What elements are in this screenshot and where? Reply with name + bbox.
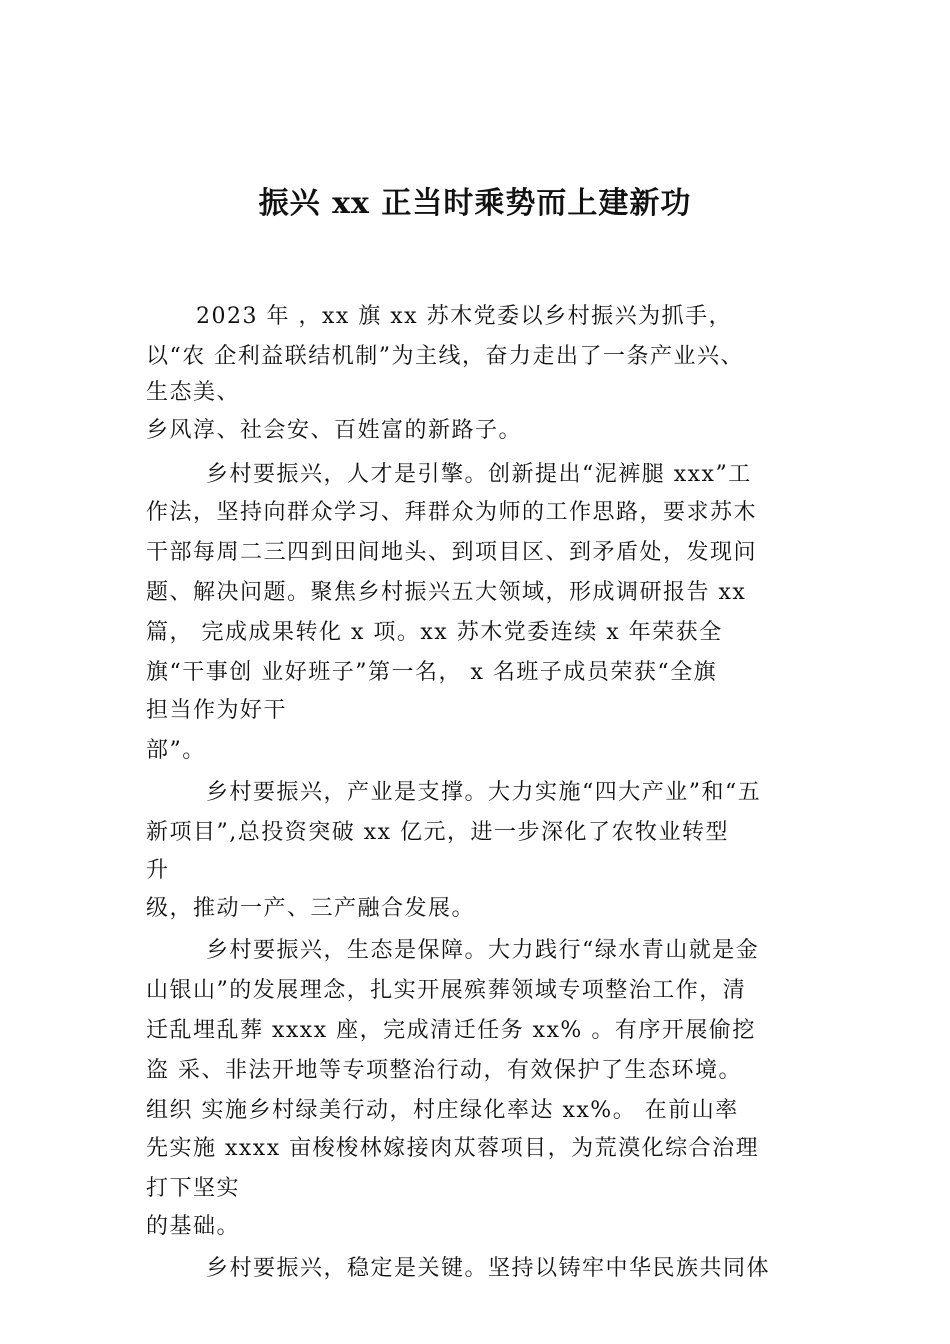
paragraph-line: 先实施 xxxx 亩梭梭林嫁接肉苁蓉项目，为荒漠化综合治理	[146, 1136, 760, 1161]
paragraph-line: 组织 实施乡村绿美行动，村庄绿化率达 xx%。 在前山率	[146, 1098, 739, 1123]
paragraph-line: 乡村要振兴，生态是保障。大力践行“绿水青山就是金	[206, 938, 760, 963]
document-title: 振兴 xx 正当时乘势而上建新功	[258, 186, 692, 221]
paragraph-line: 迁乱埋乱葬 xxxx 座，完成清迁任务 xx% 。有序开展偷挖	[146, 1018, 756, 1043]
paragraph-line: 乡村要振兴，人才是引擎。创新提出“泥裤腿 xxx”工	[206, 462, 752, 487]
paragraph-line: 级，推动一产、三产融合发展。	[146, 896, 476, 921]
paragraph-line: 篇， 完成成果转化 x 项。xx 苏木党委连续 x 年荣获全	[146, 620, 723, 645]
paragraph-line: 以“农 企利益联结机制”为主线，奋力走出了一条产业兴、	[146, 344, 744, 369]
paragraph-line: 新项目”,总投资突破 xx 亿元，进一步深化了农牧业转型	[146, 820, 730, 845]
paragraph-line: 生态美、	[146, 380, 241, 405]
paragraph-line: 干部每周二三四到田间地头、到项目区、到矛盾处，发现问	[146, 540, 758, 565]
paragraph-line: 担当作为好干	[146, 698, 288, 723]
paragraph-line: 旗“干事创 业好班子”第一名， x 名班子成员荣获“全旗	[146, 660, 718, 685]
paragraph-line: 作法，坚持向群众学习、拜群众为师的工作思路，要求苏木	[146, 500, 758, 525]
paragraph-line: 的基础。	[146, 1214, 241, 1239]
paragraph-line: 盗 采、非法开地等专项整治行动，有效保护了生态环境。	[146, 1058, 742, 1083]
paragraph-line: 山银山”的发展理念，扎实开展殡葬领域专项整治工作，清	[146, 978, 747, 1003]
paragraph-line: 升	[146, 858, 170, 883]
paragraph-line: 2023 年 ，xx 旗 xx 苏木党委以乡村振兴为抓手，	[196, 304, 733, 329]
paragraph-line: 部”。	[146, 738, 206, 763]
paragraph-line: 题、解决问题。聚焦乡村振兴五大领域，形成调研报告 xx	[146, 580, 747, 605]
paragraph-line: 乡风淳、社会安、百姓富的新路子。	[146, 418, 523, 443]
paragraph-line: 打下坚实	[146, 1176, 241, 1201]
paragraph-line: 乡村要振兴，稳定是关键。坚持以铸牢中华民族共同体	[206, 1256, 771, 1281]
paragraph-line: 乡村要振兴，产业是支撑。大力实施“四大产业”和“五	[206, 780, 762, 805]
